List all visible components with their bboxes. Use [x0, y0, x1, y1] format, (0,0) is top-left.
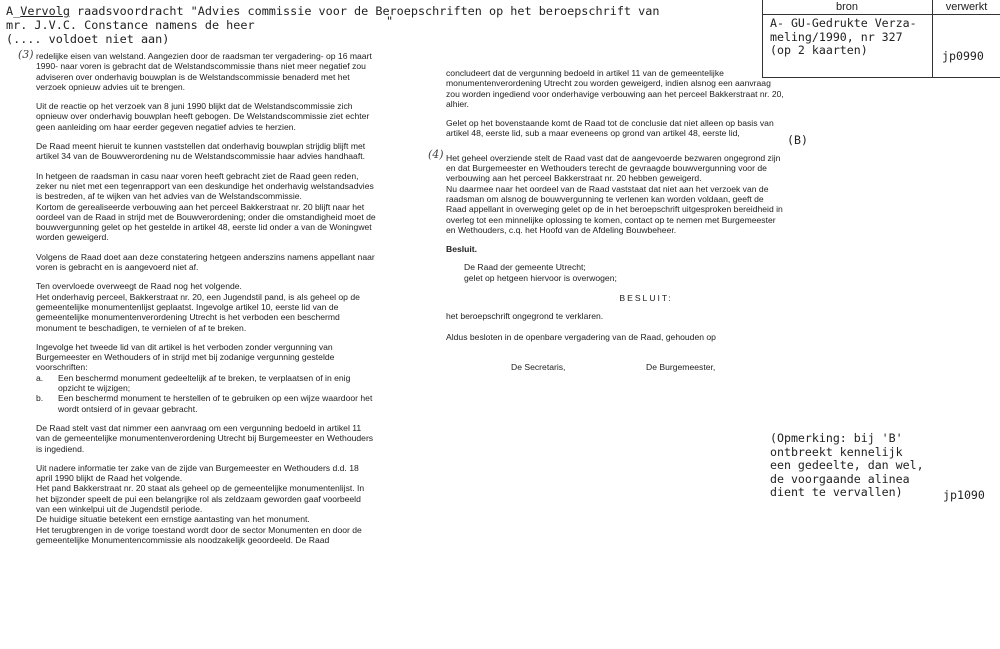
- paragraph: Het geheel overziende stelt de Raad vast dat de aangevoerde bezwaren ongegrond zijn en dat Burgemeester en Wethouders terecht de gevraagde bouwvergunning voor de verbouwing aan het perceel Bakkerstraat nr. 20 hebben geweigerd.: [446, 152, 781, 184]
- handwritten-mark-4: (4): [428, 148, 444, 161]
- aldus-line: Aldus besloten in de openbare vergadering van de Raad, gehouden op: [446, 331, 716, 342]
- list-item-a: a. Een beschermd monument gedeeltelijk af te breken, te verplaatsen of in enig opzicht te wijzigen;: [36, 372, 351, 394]
- paragraph: Ten overvloede overweegt de Raad nog het volgende.: [36, 281, 242, 292]
- document-header: [6, 4, 746, 46]
- header-line-2: mr. J.V.C. Constance namens de heer ": [6, 14, 394, 32]
- column-header-bron: bron: [835, 1, 859, 13]
- paragraph: concludeert dat de vergunning bedoeld in artikel 11 van de gemeentelijke monumentenverordening Utrecht zou worden geweigerd, indien alsnog een aanvraag zou worden ingediend voor onderhavige verbouwing aan het perceel Bakkerstraat nr. 20, alhier.: [446, 68, 784, 109]
- handwritten-mark-3: (3): [18, 48, 34, 61]
- text-column-right: [446, 68, 786, 374]
- paragraph: Nu daarmee naar het oordeel van de Raad vaststaat dat niet aan het verzoek van de raadsman om alsnog de bouwvergunning te verlenen kan worden voldaan, geeft de Raad appellant in overweging gelet op de in het beroepschrift uitgesproken bereidheid in overleg tot een minnelijke oplossing te komen, contact op te nemen met Burgemeester en Wethouders, c.q. het Hoofd van de Afdeling Bouwbeheer.: [446, 183, 783, 235]
- paragraph: Ingevolge het tweede lid van dit artikel is het verboden zonder vergunning van Burgemeester en Wethouders of in strijd met bij zodanige vergunning gestelde voorschriften:: [36, 341, 335, 373]
- signature-row: [446, 362, 786, 374]
- list-item-b: b. Een beschermd monument te herstellen of te gebruiken op een wijze waardoor het wordt ontsierd of in gevaar gebracht.: [36, 393, 373, 414]
- verwerkt-value: jp0990: [942, 49, 984, 63]
- handwritten-mark-b: (B): [787, 133, 808, 147]
- text-column-left: [36, 51, 376, 545]
- paragraph: Uit de reactie op het verzoek van 8 juni 1990 blijkt dat de Welstandscommissie zich opnieuw over onderhavig bouwplan heeft gebogen. De Welstandscommissie ziet echter geen aanleiding om haar eerder gegeven negatief advies te herzien.: [36, 101, 370, 132]
- paragraph: Uit nadere informatie ter zake van de zijde van Burgemeester en Wethouders d.d. 18 april 1990 blijkt de Raad het volgende.: [36, 462, 359, 484]
- header-line-1: A_Vervolg raadsvoordracht "Advies commissie voor de Beroepschriften op het beroepschrift van: [6, 4, 660, 18]
- paragraph: Gelet op het bovenstaande komt de Raad tot de conclusie dat niet alleen op basis van artikel 48, eerste lid, sub a maar eveneens op grond van artikel 48, eerste lid,: [446, 118, 774, 139]
- verdict: het beroepschrift ongegrond te verklaren.: [446, 311, 604, 322]
- paragraph: De Raad meent hieruit te kunnen vaststellen dat onderhavig bouwplan strijdig blijft met artikel 34 van de Bouwverordening nu de Welstandscommissie haar advies handhaaft.: [36, 141, 366, 162]
- raad-line: De Raad der gemeente Utrecht;: [464, 262, 586, 273]
- header-line-3: (.... voldoet niet aan): [6, 32, 170, 46]
- burgemeester-label: De Burgemeester,: [646, 361, 716, 372]
- raad-line: gelet op hetgeen hiervoor is overwogen;: [464, 272, 617, 283]
- paragraph: In hetgeen de raadsman in casu naar voren heeft gebracht ziet de Raad geen reden, zeker nu niet met een tegenrapport van een deskundige het onderhavig welstandsadvies is bestreden, af te wijken van het advies van de Welstandscommissie.: [36, 170, 374, 202]
- besluit-label: Besluit.: [446, 244, 478, 255]
- remark-code: jp1090: [943, 488, 985, 502]
- header-closing-quote: ": [386, 14, 394, 28]
- paragraph: Kortom de gerealiseerde verbouwing aan het perceel Bakkerstraat nr. 20 blijft naar het oordeel van de Raad in strijd met de Bouwverordening; onder die omstandigheid moet de bouwvergunning gelet op het gestelde in artikel 48, eerste lid onder a van de Woningwet worden geweigerd.: [36, 201, 376, 243]
- source-table: [762, 0, 1000, 78]
- paragraph: Het terugbrengen in de vorige toestand wordt door de sector Monumenten en door de gemeentelijke Monumentencommissie als noodzakelijk geoordeeld. De Raad: [36, 524, 362, 545]
- paragraph: De huidige situatie betekent een ernstige aantasting van het monument.: [36, 514, 310, 525]
- secretaris-label: De Secretaris,: [511, 361, 566, 372]
- paragraph: redelijke eisen van welstand. Aangezien door de raadsman ter vergadering- op 16 maart 1990- naar voren is gebracht dat de Welstandscommissie thans niet meer negatief zou adviseren over onderhavig bouwplan is de Welstandscommissie benaderd met het verzoek opnieuw advies uit te brengen.: [36, 51, 372, 92]
- paragraph: Het onderhavig perceel, Bakkerstraat nr. 20, een Jugendstil pand, is als geheel op de gemeentelijke monumentenlijst geplaatst. Ingevolge artikel 10, eerste lid van de gemeentelijke monumentenverordening Utrecht is het verboden een beschermd monument te beschadigen, te vernielen of af te breken.: [36, 291, 360, 333]
- bron-value: A- GU-Gedrukte Verza- meling/1990, nr 327 (op 2 kaarten): [770, 16, 917, 57]
- column-header-verwerkt: verwerkt: [945, 1, 988, 13]
- paragraph: Volgens de Raad doet aan deze constatering hetgeen anderszins namens appellant naar voren is gebracht en is aangevoerd niet af.: [36, 251, 375, 273]
- header-vervolg: Vervolg: [20, 4, 70, 18]
- paragraph: De Raad stelt vast dat nimmer een aanvraag om een vergunning bedoeld in artikel 11 van de gemeentelijke monumentenverordening Utrecht bij Burgemeester en Wethouders is ingediend.: [36, 422, 374, 454]
- besluit-heading: BESLUIT:: [619, 293, 673, 304]
- remark-note: (Opmerking: bij 'B' ontbreekt kennelijk een gedeelte, dan wel, de voorgaande alinea dient te vervallen): [770, 431, 924, 499]
- paragraph: Het pand Bakkerstraat nr. 20 staat als geheel op de gemeentelijke monumentenlijst. In het bijzonder speelt de pui een belangrijke rol als zeldzaam geworden gaaf voorbeeld van een winkelpui uit de Jugendstil periode.: [36, 483, 365, 514]
